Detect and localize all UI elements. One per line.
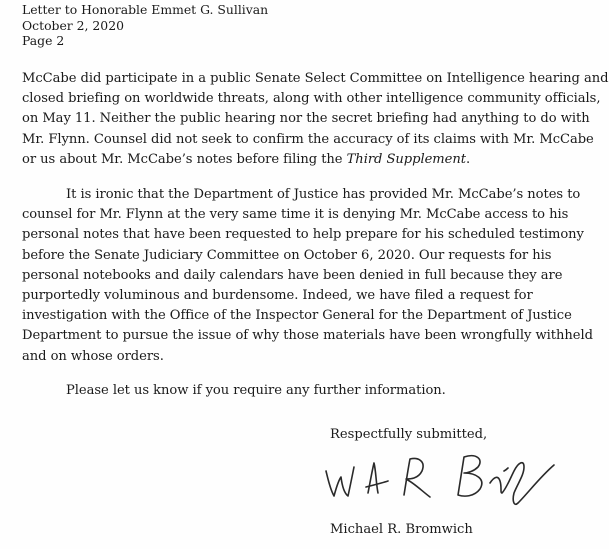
paragraph-1	[22, 69, 609, 170]
paragraph-2-line: investigation with the Office of the Inspector General for the Department of Justice	[22, 308, 572, 324]
paragraph-2	[22, 185, 602, 367]
paragraph-2-line: counsel for Mr. Flynn at the very same time it is denying Mr. McCabe access to his	[22, 207, 569, 223]
paragraph-1-last-line	[22, 150, 602, 170]
paragraph-1-period: .	[465, 151, 471, 167]
handwritten-signature	[318, 449, 578, 511]
paragraph-1-line: Mr. Flynn. Counsel did not seek to confirm the accuracy of its claims with Mr. McCabe	[22, 131, 594, 147]
paragraph-1-text: or us about Mr. McCabe’s notes before filing the	[22, 151, 347, 167]
page-number: Page 2	[22, 33, 65, 48]
closing-salutation: Respectfully submitted,	[330, 427, 488, 442]
paragraph-1-line: on May 11. Neither the public hearing nor the secret briefing had anything to do with	[22, 111, 590, 127]
paragraph-2-line: Department to pursue the issue of why those materials have been wrongfully withheld	[22, 328, 593, 344]
letter-header	[22, 2, 268, 49]
paragraph-2-line: personal notebooks and daily calendars have been denied in full because they are	[22, 267, 563, 283]
letter-date: October 2, 2020	[22, 17, 124, 33]
document-title-italic: Third Supplement	[346, 151, 466, 167]
paragraph-2-line: purportedly voluminous and burdensome. Indeed, we have filed a request for	[22, 288, 533, 304]
recipient-line: Letter to Honorable Emmet G. Sullivan	[22, 2, 269, 17]
paragraph-2-line: It is ironic that the Department of Justice has provided Mr. McCabe’s notes to	[66, 187, 581, 202]
paragraph-2-line: personal notes that have been requested to help prepare for his scheduled testimony	[22, 227, 584, 243]
paragraph-1-line: McCabe did participate in a public Senate Select Committee on Intelligence hearing and	[22, 71, 609, 86]
paragraph-2-line: before the Senate Judiciary Committee on October 6, 2020. Our requests for his	[22, 247, 552, 263]
paragraph-3-line: Please let us know if you require any further information.	[66, 383, 446, 398]
paragraph-2-line: and on whose orders.	[22, 348, 164, 364]
paragraph-1-line: closed briefing on worldwide threats, along with other intelligence community officials,	[22, 91, 601, 107]
signer-name: Michael R. Bromwich	[330, 522, 473, 537]
paragraph-3	[22, 381, 602, 401]
